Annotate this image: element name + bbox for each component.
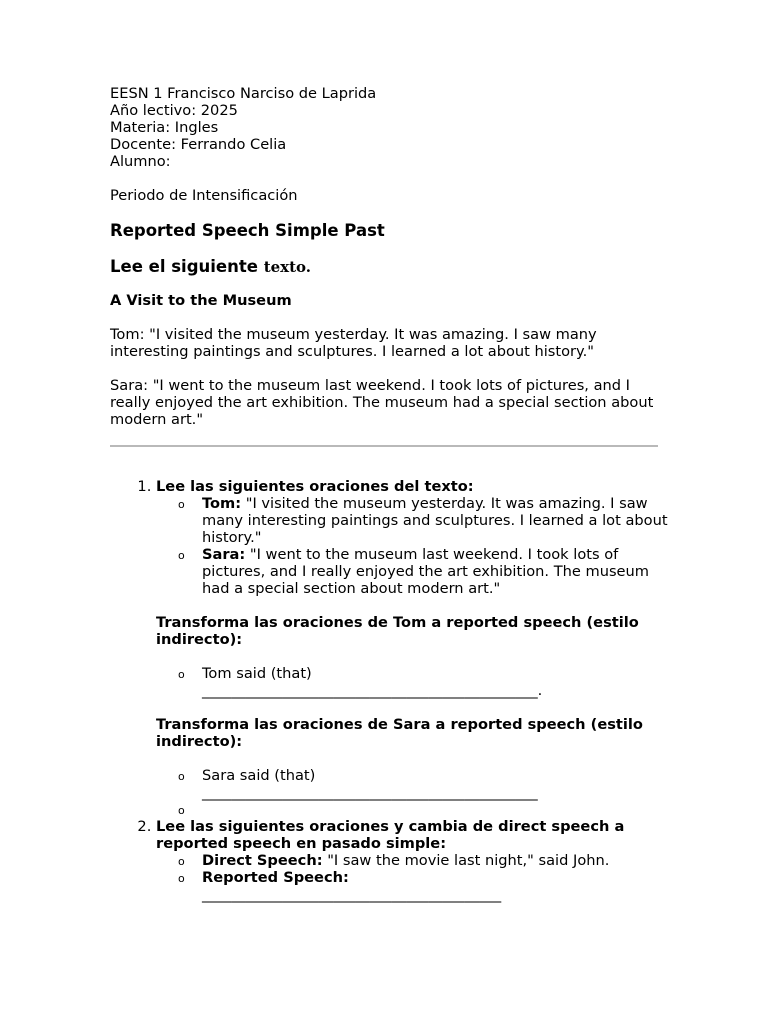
sara-prompt: Sara said (that) (202, 767, 316, 784)
sara-task-heading: Transforma las oraciones de Sara a reported speech (estilo indirecto): (156, 716, 643, 750)
direct-speech-label: Direct Speech: (202, 852, 323, 869)
tom-task-heading: Transforma las oraciones de Tom a reported speech (estilo indirecto): (156, 614, 639, 648)
story-title: A Visit to the Museum (110, 292, 292, 309)
bullet-marker: o (178, 498, 185, 511)
tom-prompt: Tom said (that) (202, 665, 312, 682)
direct-reported-list (156, 852, 670, 903)
quote-list (156, 495, 670, 597)
subject: Materia: Ingles (110, 119, 219, 136)
teacher: Docente: Ferrando Celia (110, 136, 287, 153)
direct-speech-item: o Direct Speech: "I saw the movie last night," said John. (178, 852, 610, 869)
reported-speech-label: Reported Speech: (202, 869, 349, 886)
sara-answer: o Sara said (that) ______________________________________________ (202, 767, 670, 801)
exercise-list (110, 478, 670, 903)
exercise-2 (156, 818, 670, 903)
tom-answer: o Tom said (that) ______________________________________________. (202, 665, 670, 699)
reported-speech-item: o Reported Speech: _________________________________________ (202, 869, 670, 903)
student-label: Alumno: (110, 153, 171, 170)
school-year: Año lectivo: 2025 (110, 102, 238, 119)
story-paragraph-tom: Tom: "I visited the museum yesterday. It was amazing. I saw many interesting paintings and sculptures. I learned a lot about history." (110, 326, 597, 360)
page-title: Reported Speech Simple Past (110, 221, 385, 240)
exercise-2-heading: Lee las siguientes oraciones y cambia de direct speech a reported speech en pasado simple: (156, 818, 625, 852)
bullet-marker: o (178, 549, 185, 562)
sara-answer-blank[interactable]: ______________________________________________ (202, 784, 538, 801)
period: Periodo de Intensificación (110, 187, 298, 204)
tom-answer-list (156, 665, 670, 699)
direct-speech-text: "I saw the movie last night," said John. (322, 852, 610, 869)
document-page (110, 85, 670, 903)
quote-sara: o Sara: "I went to the museum last weekend. I took lots of pictures, and I really enjoyed the art exhibition. The museum had a special section about modern art." (178, 546, 650, 597)
school-name: EESN 1 Francisco Narciso de Laprida (110, 85, 377, 102)
story-paragraph-sara: Sara: "I went to the museum last weekend. I took lots of pictures, and I really enjoyed the art exhibition. The museum had a special section about modern art." (110, 377, 654, 428)
tom-answer-blank[interactable]: ______________________________________________. (202, 682, 543, 699)
reported-speech-blank[interactable]: _________________________________________ (202, 886, 502, 903)
reading-instruction: Lee el siguiente texto. (110, 257, 311, 276)
exercise-1 (156, 478, 670, 818)
empty-bullet: o (178, 804, 185, 817)
quote-tom: o Tom: "I visited the museum yesterday. It was amazing. I saw many interesting paintings and sculptures. I learned a lot about history." (178, 495, 668, 546)
exercise-1-heading: Lee las siguientes oraciones del texto: (156, 478, 474, 495)
sara-answer-list (156, 767, 670, 818)
